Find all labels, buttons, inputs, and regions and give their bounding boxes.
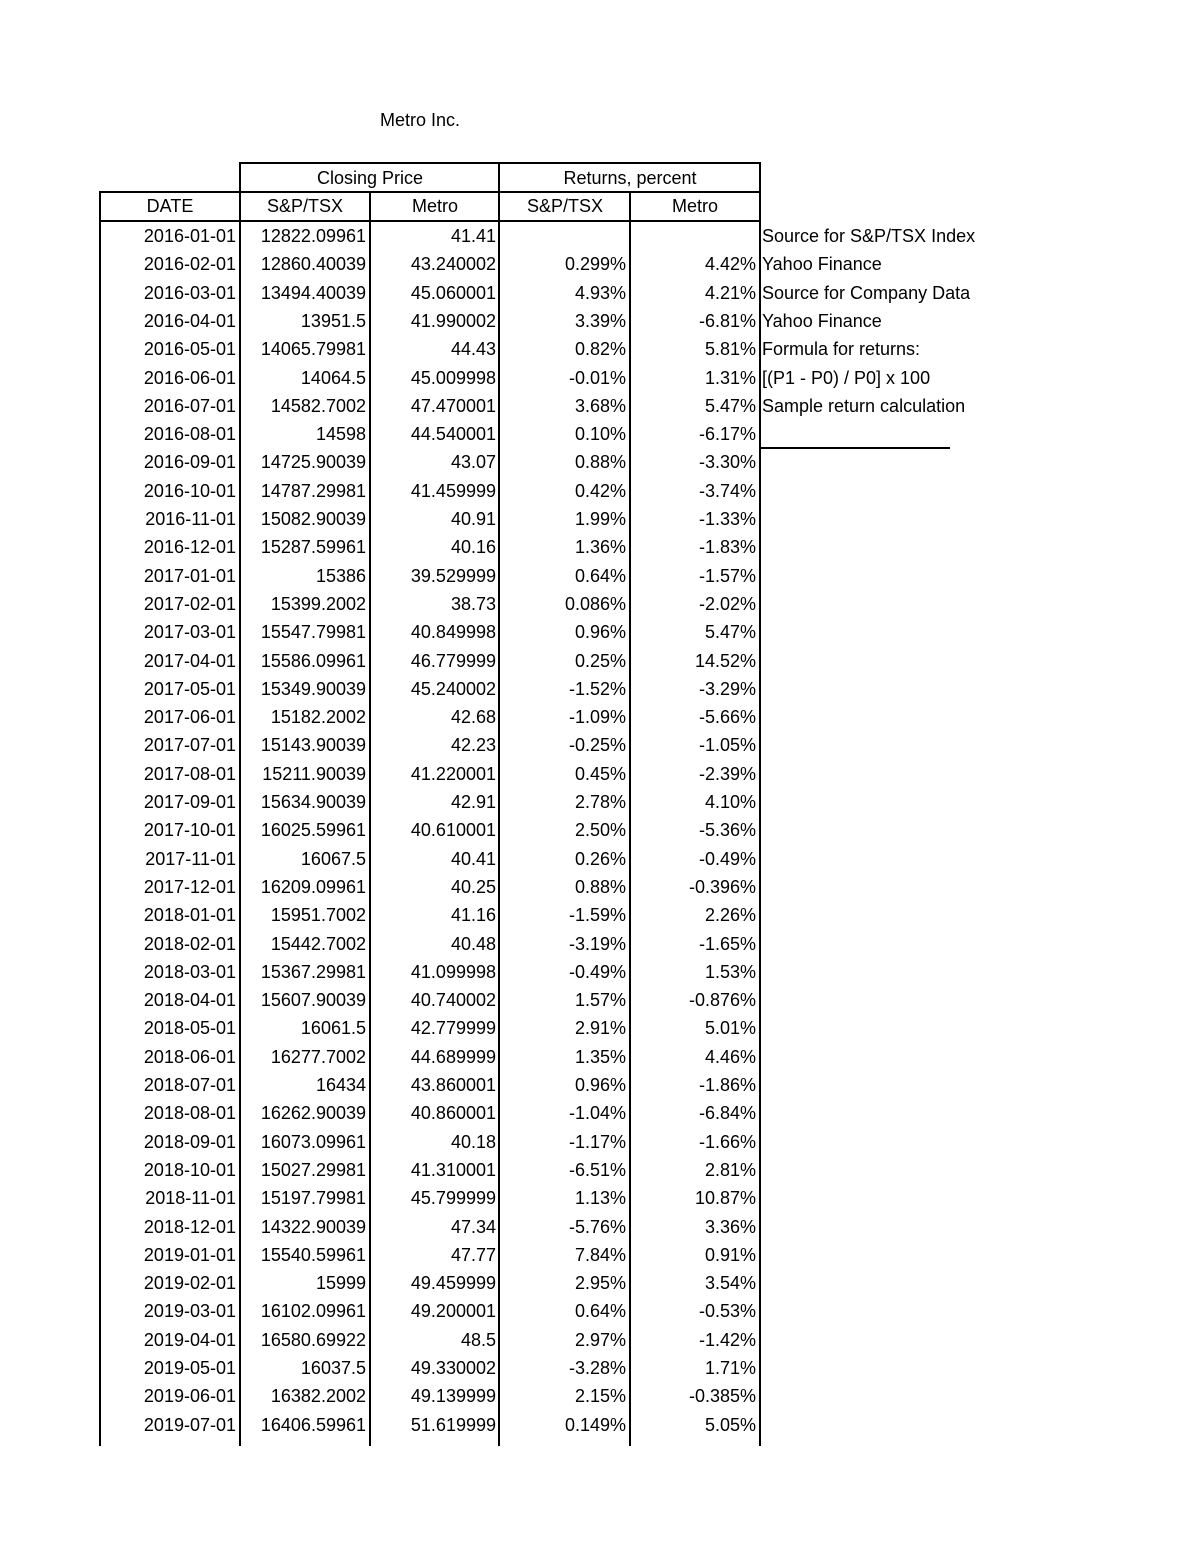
cell-metro-return: -1.86%: [698, 1075, 756, 1095]
cell-metro-price: 41.990002: [410, 310, 496, 331]
cell-metro-return: 1.53%: [704, 961, 756, 982]
cell-metro-price: 40.16: [450, 537, 496, 558]
cell-metro-price: 46.779999: [410, 650, 496, 671]
cell-sp-tsx-price: 15197.79981: [260, 1188, 366, 1209]
cell-date: 2018-04-01: [143, 990, 236, 1011]
cell-metro-price: 43.07: [450, 452, 496, 473]
cell-metro-return: 2.81%: [704, 1159, 756, 1180]
cell-sp-tsx-return: 0.96%: [574, 622, 626, 643]
cell-sp-tsx-price: 16434: [315, 1075, 366, 1095]
cell-metro-return: -1.57%: [698, 565, 756, 586]
cell-date: 2019-05-01: [143, 1358, 236, 1378]
cell-date: 2017-06-01: [143, 707, 236, 728]
cell-date: 2018-09-01: [143, 1131, 236, 1152]
cell-date: 2017-10-01: [143, 820, 236, 841]
cell-sp-tsx-price: 14065.79981: [260, 339, 366, 360]
cell-sp-tsx-return: 0.299%: [564, 254, 626, 275]
cell-metro-price: 41.16: [450, 905, 496, 926]
cell-metro-price: 49.139999: [410, 1386, 496, 1407]
cell-metro-return: 3.36%: [704, 1216, 756, 1237]
note-formula-label: Formula for returns:: [762, 339, 921, 359]
cell-metro-return: -6.84%: [698, 1103, 756, 1124]
cell-metro-price: 42.23: [450, 735, 496, 756]
note-formula: [(P1 - P0) / P0] x 100: [762, 368, 931, 388]
cell-date: 2016-11-01: [145, 509, 236, 529]
cell-metro-price: 40.91: [450, 509, 496, 529]
cell-date: 2018-07-01: [143, 1075, 236, 1095]
cell-date: 2017-03-01: [143, 622, 236, 643]
cell-sp-tsx-return: 2.78%: [574, 792, 626, 812]
cell-metro-return: 4.21%: [704, 282, 756, 303]
cell-metro-return: -5.66%: [698, 707, 756, 728]
cell-sp-tsx-return: 0.64%: [574, 1301, 626, 1322]
cell-metro-price: 49.330002: [410, 1358, 496, 1378]
cell-metro-return: 1.31%: [704, 367, 756, 388]
cell-metro-price: 49.200001: [410, 1301, 496, 1322]
cell-metro-return: 0.91%: [704, 1244, 756, 1265]
cell-date: 2016-08-01: [143, 424, 236, 445]
cell-sp-tsx-price: 15540.59961: [260, 1244, 366, 1265]
cell-metro-price: 41.220001: [410, 763, 496, 784]
cell-sp-tsx-return: 0.96%: [574, 1075, 626, 1095]
cell-date: 2017-12-01: [143, 876, 236, 897]
cell-sp-tsx-price: 15951.7002: [270, 905, 366, 926]
cell-sp-tsx-return: -1.17%: [568, 1131, 626, 1152]
cell-date: 2019-06-01: [143, 1386, 236, 1407]
cell-sp-tsx-return: 2.95%: [574, 1273, 626, 1294]
cell-date: 2017-02-01: [143, 593, 236, 614]
cell-sp-tsx-price: 16209.09961: [260, 876, 366, 897]
cell-sp-tsx-price: 14582.7002: [270, 395, 366, 416]
cell-date: 2018-02-01: [143, 933, 236, 954]
cell-sp-tsx-price: 16406.59961: [260, 1414, 366, 1435]
cell-sp-tsx-return: -3.28%: [568, 1358, 626, 1378]
cell-date: 2017-08-01: [143, 763, 236, 784]
cell-metro-return: -0.53%: [698, 1301, 756, 1322]
cell-metro-return: -1.83%: [698, 537, 756, 558]
cell-sp-tsx-price: 15399.2002: [270, 593, 366, 614]
cell-date: 2018-08-01: [143, 1103, 236, 1124]
cell-date: 2017-09-01: [143, 792, 236, 812]
cell-sp-tsx-return: 3.39%: [574, 310, 626, 331]
header-sp-tsx-return: S&P/TSX: [526, 196, 604, 216]
cell-metro-price: 41.310001: [410, 1159, 496, 1180]
cell-metro-price: 42.68: [450, 707, 496, 728]
cell-sp-tsx-return: -1.59%: [568, 905, 626, 926]
cell-date: 2017-04-01: [143, 650, 236, 671]
cell-sp-tsx-price: 15082.90039: [260, 509, 366, 529]
cell-metro-price: 45.009998: [410, 367, 496, 388]
cell-metro-price: 44.43: [450, 339, 496, 360]
cell-sp-tsx-price: 14725.90039: [260, 452, 366, 473]
cell-sp-tsx-return: 7.84%: [574, 1244, 626, 1265]
cell-sp-tsx-return: -3.19%: [568, 933, 626, 954]
cell-metro-return: -0.876%: [688, 990, 756, 1011]
cell-metro-return: -2.39%: [698, 763, 756, 784]
cell-metro-price: 41.459999: [410, 480, 496, 501]
cell-sp-tsx-price: 16067.5: [300, 848, 366, 869]
cell-date: 2017-07-01: [143, 735, 236, 756]
cell-sp-tsx-return: 0.82%: [574, 339, 626, 360]
cell-date: 2018-01-01: [143, 905, 236, 926]
cell-sp-tsx-price: 15386: [315, 565, 366, 586]
cell-sp-tsx-return: -1.09%: [568, 707, 626, 728]
cell-sp-tsx-return: 1.99%: [574, 509, 626, 529]
cell-date: 2018-06-01: [143, 1046, 236, 1067]
cell-metro-return: 5.01%: [704, 1018, 756, 1039]
cell-sp-tsx-return: 0.64%: [574, 565, 626, 586]
cell-metro-price: 42.91: [450, 792, 496, 812]
cell-date: 2018-10-01: [143, 1159, 236, 1180]
cell-date: 2016-12-01: [143, 537, 236, 558]
header-metro-return: Metro: [671, 196, 718, 216]
cell-metro-price: 40.25: [450, 876, 496, 897]
cell-sp-tsx-return: 0.25%: [574, 650, 626, 671]
cell-metro-return: 1.71%: [704, 1358, 756, 1378]
cell-sp-tsx-price: 16382.2002: [270, 1386, 366, 1407]
cell-sp-tsx-return: 2.91%: [574, 1018, 626, 1039]
cell-sp-tsx-return: 0.45%: [574, 763, 626, 784]
page-title: Metro Inc.: [379, 110, 461, 130]
cell-date: 2019-07-01: [143, 1414, 236, 1435]
cell-sp-tsx-price: 15442.7002: [270, 933, 366, 954]
cell-metro-return: 5.47%: [704, 622, 756, 643]
cell-sp-tsx-return: 2.15%: [574, 1386, 626, 1407]
cell-metro-price: 40.740002: [410, 990, 496, 1011]
cell-sp-tsx-return: 1.13%: [574, 1188, 626, 1209]
cell-sp-tsx-return: 3.68%: [574, 395, 626, 416]
cell-sp-tsx-price: 12822.09961: [260, 226, 366, 246]
cell-metro-return: 4.46%: [704, 1046, 756, 1067]
header-metro-price: Metro: [411, 196, 458, 216]
header-date: DATE: [146, 196, 194, 216]
cell-sp-tsx-return: -0.01%: [568, 367, 626, 388]
cell-sp-tsx-price: 14064.5: [300, 367, 366, 388]
cell-metro-price: 40.610001: [410, 820, 496, 841]
cell-metro-return: -1.05%: [698, 735, 756, 756]
cell-metro-return: -0.49%: [698, 848, 756, 869]
header-sp-tsx-price: S&P/TSX: [266, 196, 344, 216]
cell-date: 2016-06-01: [143, 367, 236, 388]
cell-date: 2019-03-01: [143, 1301, 236, 1322]
cell-sp-tsx-return: -5.76%: [568, 1216, 626, 1237]
cell-metro-return: 5.47%: [704, 395, 756, 416]
cell-sp-tsx-price: 15349.90039: [260, 678, 366, 699]
note-yahoo-finance-1: Yahoo Finance: [762, 254, 882, 274]
cell-metro-price: 45.060001: [410, 282, 496, 303]
cell-date: 2018-05-01: [143, 1018, 236, 1039]
cell-metro-return: -3.29%: [698, 678, 756, 699]
cell-metro-price: 43.240002: [410, 254, 496, 275]
cell-sp-tsx-price: 16061.5: [300, 1018, 366, 1039]
cell-sp-tsx-return: 0.10%: [574, 424, 626, 445]
cell-sp-tsx-return: -0.49%: [568, 961, 626, 982]
note-source-index: Source for S&P/TSX Index: [762, 226, 976, 246]
cell-date: 2017-01-01: [143, 565, 236, 586]
cell-sp-tsx-price: 16073.09961: [260, 1131, 366, 1152]
cell-sp-tsx-return: 1.35%: [574, 1046, 626, 1067]
cell-metro-return: -1.66%: [698, 1131, 756, 1152]
cell-date: 2018-03-01: [143, 961, 236, 982]
cell-sp-tsx-return: -6.51%: [568, 1159, 626, 1180]
cell-metro-return: -6.17%: [698, 424, 756, 445]
cell-metro-return: -2.02%: [698, 593, 756, 614]
cell-date: 2017-11-01: [145, 848, 236, 869]
cell-metro-price: 45.799999: [410, 1188, 496, 1209]
cell-metro-price: 39.529999: [410, 565, 496, 586]
cell-metro-price: 44.540001: [410, 424, 496, 445]
cell-sp-tsx-price: 13494.40039: [260, 282, 366, 303]
cell-metro-price: 40.849998: [410, 622, 496, 643]
cell-sp-tsx-return: -1.04%: [568, 1103, 626, 1124]
cell-metro-price: 40.48: [450, 933, 496, 954]
cell-sp-tsx-price: 12860.40039: [260, 254, 366, 275]
cell-sp-tsx-price: 16580.69922: [260, 1329, 366, 1350]
header-returns: Returns, percent: [563, 168, 697, 188]
cell-sp-tsx-return: 0.88%: [574, 452, 626, 473]
cell-metro-return: -1.65%: [698, 933, 756, 954]
cell-date: 2018-11-01: [145, 1188, 236, 1209]
cell-metro-price: 40.860001: [410, 1103, 496, 1124]
cell-sp-tsx-return: -1.52%: [568, 678, 626, 699]
cell-metro-return: 14.52%: [694, 650, 756, 671]
cell-sp-tsx-price: 14322.90039: [260, 1216, 366, 1237]
cell-metro-return: -3.30%: [698, 452, 756, 473]
cell-sp-tsx-return: 0.086%: [564, 593, 626, 614]
cell-metro-price: 51.619999: [410, 1414, 496, 1435]
cell-metro-price: 38.73: [450, 593, 496, 614]
cell-metro-price: 49.459999: [410, 1273, 496, 1294]
cell-metro-return: 5.05%: [704, 1414, 756, 1435]
note-source-company: Source for Company Data: [762, 283, 971, 303]
cell-metro-return: 3.54%: [704, 1273, 756, 1294]
border-mid-header: [99, 191, 761, 193]
cell-sp-tsx-price: 15143.90039: [260, 735, 366, 756]
cell-sp-tsx-price: 16102.09961: [260, 1301, 366, 1322]
cell-metro-return: -5.36%: [698, 820, 756, 841]
cell-metro-price: 40.18: [450, 1131, 496, 1152]
cell-sp-tsx-return: 0.149%: [564, 1414, 626, 1435]
cell-metro-return: -0.385%: [688, 1386, 756, 1407]
cell-sp-tsx-price: 16277.7002: [270, 1046, 366, 1067]
cell-sp-tsx-price: 15607.90039: [260, 990, 366, 1011]
cell-date: 2016-01-01: [143, 226, 236, 246]
cell-sp-tsx-price: 16262.90039: [260, 1103, 366, 1124]
note-sample-calc: Sample return calculation: [762, 396, 966, 416]
cell-metro-return: 5.81%: [704, 339, 756, 360]
cell-date: 2016-03-01: [143, 282, 236, 303]
cell-sp-tsx-price: 13951.5: [300, 310, 366, 331]
cell-sp-tsx-return: 0.42%: [574, 480, 626, 501]
cell-sp-tsx-price: 16025.59961: [260, 820, 366, 841]
border-top-header: [239, 162, 761, 164]
cell-metro-return: -1.42%: [698, 1329, 756, 1350]
cell-date: 2016-02-01: [143, 254, 236, 275]
cell-sp-tsx-price: 15287.59961: [260, 537, 366, 558]
cell-metro-price: 45.240002: [410, 678, 496, 699]
cell-metro-price: 41.099998: [410, 961, 496, 982]
cell-date: 2019-01-01: [143, 1244, 236, 1265]
cell-sp-tsx-price: 16037.5: [300, 1358, 366, 1378]
cell-sp-tsx-price: 15634.90039: [260, 792, 366, 812]
cell-date: 2019-02-01: [143, 1273, 236, 1294]
cell-sp-tsx-return: 2.97%: [574, 1329, 626, 1350]
cell-metro-price: 48.5: [460, 1329, 496, 1350]
cell-sp-tsx-return: 1.36%: [574, 537, 626, 558]
cell-sp-tsx-price: 15211.90039: [262, 763, 366, 784]
cell-date: 2016-05-01: [143, 339, 236, 360]
cell-metro-price: 41.41: [450, 226, 496, 246]
cell-metro-return: -6.81%: [698, 310, 756, 331]
cell-sp-tsx-price: 15547.79981: [260, 622, 366, 643]
cell-metro-return: -3.74%: [698, 480, 756, 501]
note-yahoo-finance-2: Yahoo Finance: [762, 311, 882, 331]
cell-metro-return: 4.10%: [704, 792, 756, 812]
cell-date: 2017-05-01: [143, 678, 236, 699]
cell-sp-tsx-price: 15367.29981: [260, 961, 366, 982]
cell-metro-return: [630, 222, 760, 250]
cell-sp-tsx-return: 0.88%: [574, 876, 626, 897]
cell-date: 2018-12-01: [143, 1216, 236, 1237]
cell-date: 2016-10-01: [143, 480, 236, 501]
cell-sp-tsx-price: 15182.2002: [270, 707, 366, 728]
cell-sp-tsx-return: [500, 222, 630, 250]
cell-metro-price: 47.470001: [410, 395, 496, 416]
cell-metro-return: 4.42%: [704, 254, 756, 275]
cell-metro-price: 43.860001: [410, 1075, 496, 1095]
cell-sp-tsx-return: 1.57%: [574, 990, 626, 1011]
cell-metro-return: 10.87%: [694, 1188, 756, 1209]
cell-metro-return: -1.33%: [698, 509, 756, 529]
cell-metro-price: 47.77: [450, 1244, 496, 1265]
cell-date: 2016-04-01: [143, 310, 236, 331]
cell-sp-tsx-price: 15999: [315, 1273, 366, 1294]
cell-metro-return: -0.396%: [688, 876, 756, 897]
cell-sp-tsx-price: 14787.29981: [260, 480, 366, 501]
cell-date: 2019-04-01: [143, 1329, 236, 1350]
cell-metro-price: 42.779999: [410, 1018, 496, 1039]
cell-metro-return: 2.26%: [704, 905, 756, 926]
cell-sp-tsx-price: 15586.09961: [260, 650, 366, 671]
cell-metro-price: 47.34: [450, 1216, 496, 1237]
cell-sp-tsx-return: 2.50%: [574, 820, 626, 841]
cell-sp-tsx-return: -0.25%: [568, 735, 626, 756]
cell-metro-price: 44.689999: [410, 1046, 496, 1067]
cell-sp-tsx-price: 14598: [315, 424, 366, 445]
cell-date: 2016-09-01: [143, 452, 236, 473]
notes-bottom-border: [760, 447, 950, 449]
cell-metro-price: 40.41: [450, 848, 496, 869]
header-closing-price: Closing Price: [316, 168, 424, 188]
cell-sp-tsx-price: 15027.29981: [260, 1159, 366, 1180]
cell-sp-tsx-return: 4.93%: [574, 282, 626, 303]
cell-date: 2016-07-01: [143, 395, 236, 416]
cell-sp-tsx-return: 0.26%: [574, 848, 626, 869]
